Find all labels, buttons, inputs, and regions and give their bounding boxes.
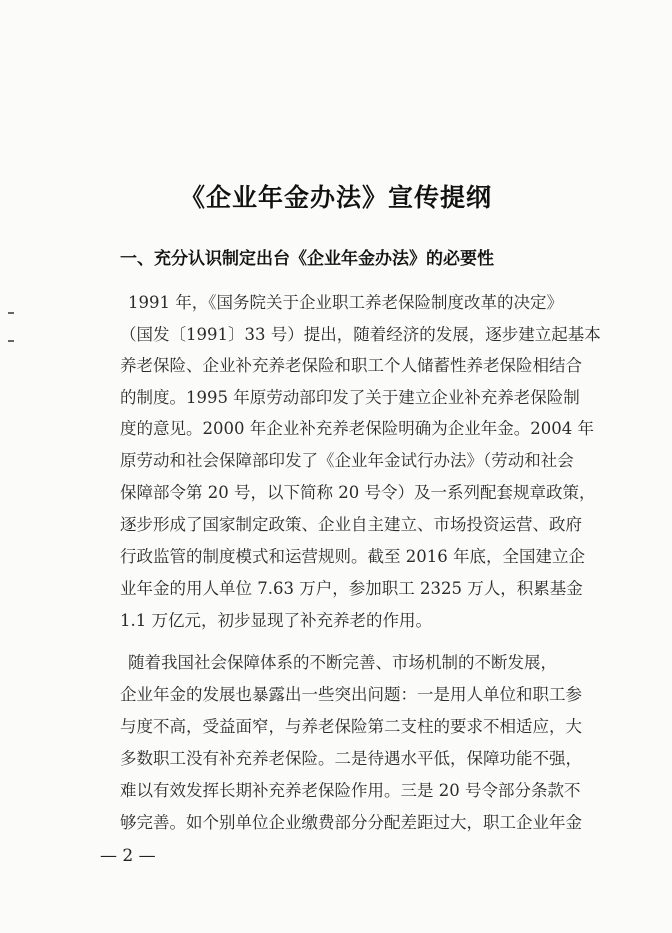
- paragraph-line: 逐步形成了国家制定政策、企业自主建立、市场投资运营、政府: [120, 515, 582, 534]
- paragraph-line: 保障部令第 20 号，以下简称 20 号令）及一系列配套规章政策，: [120, 483, 596, 502]
- section-heading: 一、充分认识制定出台《企业年金办法》的必要性: [120, 249, 494, 269]
- paragraph-line: 业年金的用人单位 7.63 万户，参加职工 2325 万人，积累基金: [120, 579, 583, 598]
- paragraph-line: 难以有效发挥长期补充养老保险作用。三是 20 号令部分条款不: [120, 781, 581, 800]
- paragraph-line: 与度不高，受益面窄，与养老保险第二支柱的要求不相适应，大: [120, 717, 582, 736]
- paragraph-line: （国发〔1991〕33 号）提出，随着经济的发展，逐步建立起基本: [120, 325, 601, 344]
- binding-mark: [8, 312, 14, 314]
- paragraph-line: 的制度。1995 年原劳动部印发了关于建立企业补充养老保险制: [120, 388, 580, 407]
- paragraph-line: 随着我国社会保障体系的不断完善、市场机制的不断发展，: [128, 653, 557, 672]
- paragraph-line: 行政监管的制度模式和运营规则。截至 2016 年底，全国建立企: [120, 547, 585, 566]
- paragraph-line: 原劳动和社会保障部印发了《企业年金试行办法》（劳动和社会: [120, 451, 574, 470]
- paragraph-line: 养老保险、企业补充养老保险和职工个人储蓄性养老保险相结合: [120, 356, 582, 375]
- paragraph-line: 够完善。如个别单位企业缴费部分分配差距过大，职工企业年金: [120, 813, 582, 832]
- paragraph-line: 度的意见。2000 年企业补充养老保险明确为企业年金。2004 年: [120, 419, 594, 438]
- paragraph-line: 1991 年，《国务院关于企业职工养老保险制度改革的决定》: [128, 293, 563, 312]
- paragraph-line: 多数职工没有补充养老保险。二是待遇水平低，保障功能不强，: [120, 749, 582, 768]
- document-title: 《企业年金办法》宣传提纲: [179, 183, 492, 212]
- paragraph-line: 1.1 万亿元，初步显现了补充养老的作用。: [120, 611, 432, 630]
- binding-mark: [8, 340, 14, 342]
- paragraph-line: 企业年金的发展也暴露出一些突出问题：一是用人单位和职工参: [120, 685, 582, 704]
- page-number: — 2 —: [100, 846, 156, 866]
